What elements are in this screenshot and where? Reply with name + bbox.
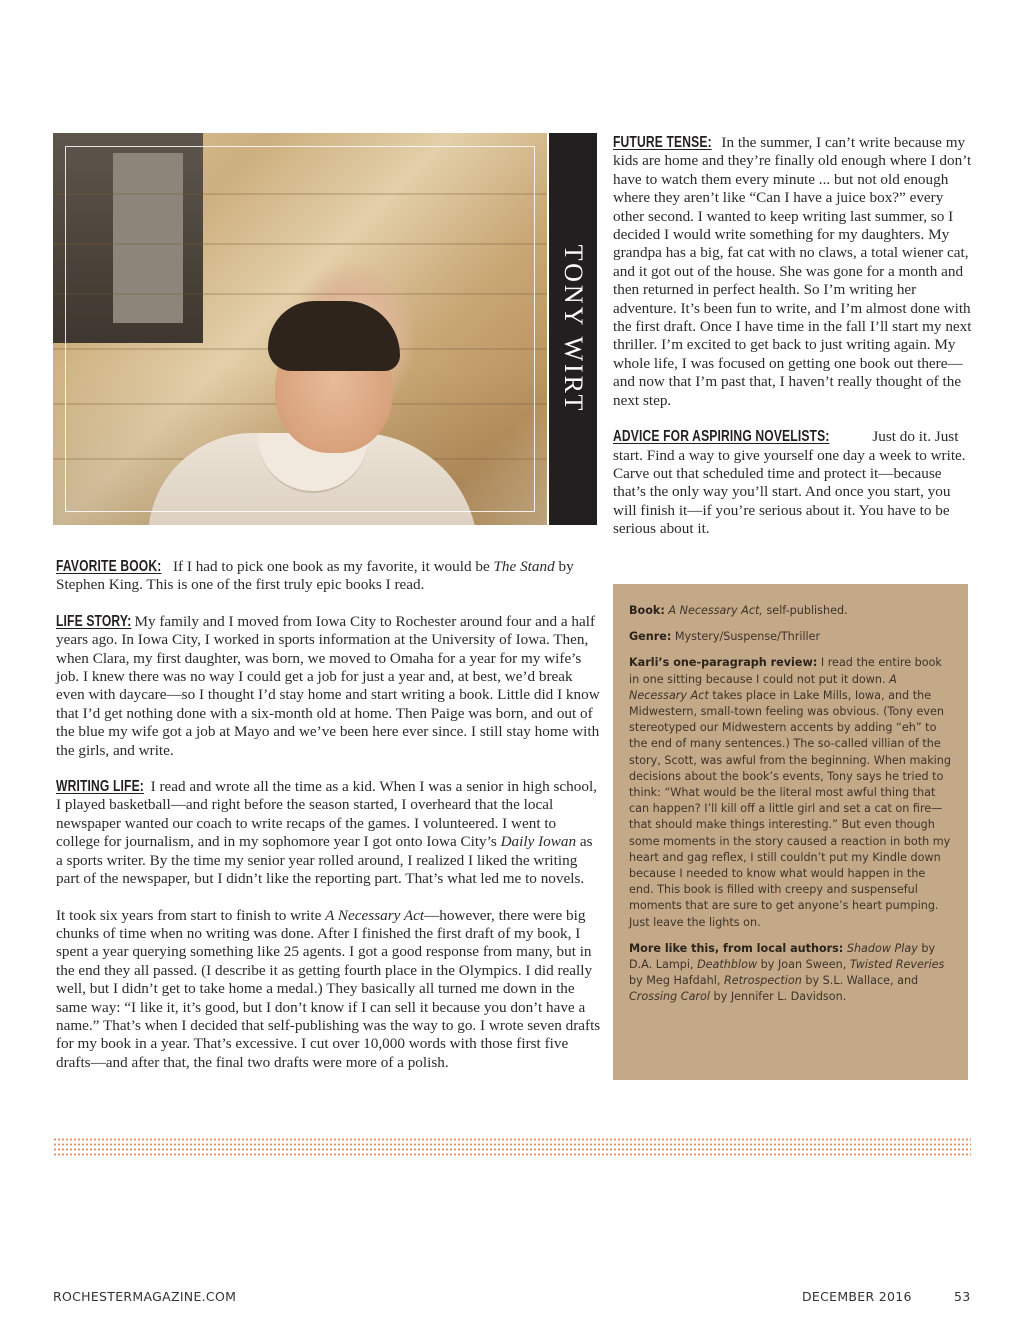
favorite-book-text-end: by Stephen King. This is one of the first truly epic books I read. — [56, 558, 574, 594]
more-author-4: by S.L. Wallace, and — [801, 974, 919, 988]
life-story-section — [56, 613, 601, 760]
writing-life-section — [56, 778, 601, 888]
review-text: I read the entire book in one sitting because I could not put it down. — [629, 656, 942, 686]
writing-life-text-end: as a sports writer. By the time my senior year rolled around, I realized I liked the writing part of the newspaper, but I didn’t like the reporting part. That’s what led me to novels. — [56, 833, 593, 888]
author-photo — [53, 133, 547, 525]
newspaper-title: Daily Iowan — [500, 833, 577, 851]
future-tense-heading: FUTURE TENSE: — [613, 134, 712, 151]
more-label: More like this, from local authors: — [629, 941, 844, 955]
author-name: TONY WIRT — [559, 244, 588, 414]
favorite-book-heading: FAVORITE BOOK: — [56, 558, 162, 575]
advice-text: Just do it. Just start. Find a way to give yourself one day a week to write. Carve out that scheduled time and protect it—because that’s the only way you’ll start. And once you start, you will finish it—if you’re serious about it. You have to be serious about it. — [613, 428, 966, 538]
more-title-1: Shadow Play — [843, 941, 918, 955]
photo-frame — [65, 146, 535, 512]
life-story-text: My family and I moved from Iowa City to Rochester around four and a half years ago. In Iowa City, I worked in sports information at the University of Iowa. Then, when Clara, my first daughter, was born, we moved to Omaha for a year for my wife’s job. I knew there was no way I could get a job for just a year and, at best, we’d break even with daycare—so I thought I’d stay home and start writing a book. Little did I know that I’d get nothing done with a six-month old at home. Then Paige was born, and out of the blue my wife got a job at Mayo and we’ve been here ever since. I still stay home with the girls, and write. — [56, 612, 600, 759]
review-inline-title: A Necessary Act — [629, 672, 897, 702]
right-column — [613, 134, 973, 557]
dotted-divider — [53, 1137, 971, 1157]
six-years-text: It took six years from start to finish to write — [56, 906, 326, 924]
more-title-2: Deathblow — [697, 958, 758, 972]
favorite-book-section — [56, 558, 601, 595]
more-author-3: by Meg Hafdahl, — [629, 974, 724, 988]
review-text-end: takes place in Lake Mills, Iowa, and the Midwestern, small-town feeling was obvious. (Tony even stereotyped our Midwestern accents by adding “eh” to the end of many sentences.) The so-called villian of the story, Scott, was awful from the beginning. When making decisions about the book’s events, Tony says he tried to think: “What would be the literal most awful thing that can happen? I’ll kill off a little girl and set a cat on fire—that should make things interesting.” But even though some moments in the story caused a reaction in both my heart and gag reflex, I still couldn’t put my Kindle down because I needed to know what would happen in the end. This book is filled with creepy and suspenseful moments that are sure to get anyone’s heart pumping. Just leave the lights on. — [629, 688, 951, 929]
life-story-heading: LIFE STORY: — [56, 612, 132, 630]
review-box — [613, 584, 968, 1080]
review-label: Karli’s one-paragraph review: — [629, 656, 818, 670]
future-tense-section — [613, 134, 973, 410]
genre-value: Mystery/Suspense/Thriller — [671, 630, 821, 644]
name-bar — [549, 133, 597, 525]
writing-life-heading: WRITING LIFE: — [56, 778, 144, 796]
six-years-paragraph — [56, 907, 601, 1073]
more-author-1: by D.A. Lampi, — [629, 941, 936, 972]
book-title: A Necessary Act — [325, 906, 425, 924]
more-title-5: Crossing Carol — [629, 990, 710, 1004]
review-book-title: A Necessary Act, — [668, 604, 763, 617]
more-title-3: Twisted Reveries — [849, 958, 945, 972]
genre-label: Genre: — [629, 630, 672, 644]
advice-section — [613, 428, 973, 538]
review-genre-line — [629, 629, 952, 645]
book-label: Book: — [629, 604, 665, 617]
left-column — [56, 558, 601, 1090]
future-tense-text: In the summer, I can’t write because my kids are home and they’re finally old enough where I don’t have to watch them every minute ... but not old enough where they aren’t like “Can I have a juice box?” every other second. I wanted to keep writing last summer, so I decided I would write something for my daughters. My grandpa has a big, fat cat with no claws, a total wiener cat, and it got out of the house. She was gone for a month and then returned in perfect health. So I’m writing her adventure. It’s been fun to write, and I’m almost done with the first draft. Once I have time in the fall I’ll start my next thriller. I’m excited to get back to just writing again. My whole life, I was focused on getting one book out there—and now that I’m past that, I haven’t really thought of the next step. — [613, 134, 972, 409]
more-author-2: by Joan Sween, — [757, 958, 850, 972]
review-book-rest: self-published. — [762, 604, 848, 617]
page-number: 53 — [954, 1289, 971, 1304]
more-title-4: Retrospection — [723, 974, 802, 988]
six-years-text-end: —however, there were big chunks of time when no writing was done. After I finished the first draft of my book, I spent a year querying something like 25 agents. I got a good response from many, but in the end they all passed. (I describe it as getting fourth place in the Olympics. I did really well, but I didn’t get to take home a medal.) They basically all turned me down in the same way: “I like it, it’s good, but I don’t know if I can sell it because you don’t have a name.” That’s when I decided that self-publishing was the way to go. I wrote seven drafts for my book in a year. That’s excessive. I cut over 10,000 words with those first five drafts—and after that, the final two drafts were more of a polish. — [56, 906, 601, 1071]
review-book-line — [629, 603, 952, 619]
more-author-5: by Jennifer L. Davidson. — [710, 990, 847, 1004]
footer-date: DECEMBER 2016 — [802, 1289, 912, 1304]
favorite-book-text: If I had to pick one book as my favorite, it would be — [172, 558, 494, 575]
favorite-book-title: The Stand — [493, 558, 555, 575]
more-like-this — [629, 941, 952, 1006]
footer-site: ROCHESTERMAGAZINE.COM — [53, 1289, 237, 1304]
writing-life-text: I read and wrote all the time as a kid. When I was a senior in high school, I played basketball—and right before the season started, I overheard that the local newspaper wanted our coach to write recaps of the games. I volunteered. I went to college for journalism, and in my sophomore year I got onto Iowa City’s — [56, 778, 597, 851]
review-paragraph — [629, 655, 952, 930]
advice-heading: ADVICE FOR ASPIRING NOVELISTS: — [613, 428, 830, 446]
